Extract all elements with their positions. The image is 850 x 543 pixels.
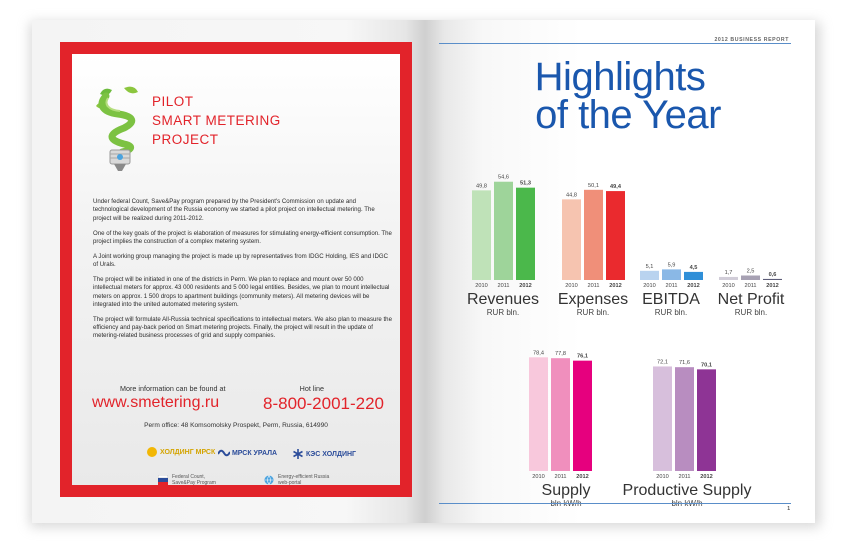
productive-supply-chart-title: Productive Supply <box>622 482 752 499</box>
ebitda-bar-2012 <box>684 272 703 280</box>
right-page <box>425 20 815 523</box>
title-line: PROJECT <box>152 132 219 147</box>
supply-year-label: 2012 <box>576 474 589 480</box>
title-line: PILOT <box>152 94 194 109</box>
ebitda-year-label: 2012 <box>687 283 700 289</box>
revenues-bar-2010 <box>472 190 491 280</box>
report-label: 2012 BUSINESS REPORT <box>714 37 789 43</box>
productive-supply-year-label: 2011 <box>678 474 691 480</box>
expenses-year-label: 2012 <box>609 283 622 289</box>
hotline-number: 8-800-2001-220 <box>263 394 384 413</box>
net-profit-bar-2011 <box>741 276 760 281</box>
revenues-bar-2012 <box>516 188 535 280</box>
productive-supply-bar-2011 <box>675 367 694 471</box>
paragraph: One of the key goals of the project is elaboration of measures for stimulating energy-efficient consumption. The project implies the construction of a complex metering system. <box>93 229 392 245</box>
ebitda-value-label: 5,9 <box>667 262 676 269</box>
revenues-year-label: 2011 <box>497 283 510 289</box>
paragraph: The project will be initiated in one of the districts in Perm. We plan to replace and mount over 50 000 intellectual meters for approx. 43 000 residents and 5 000 legal entities. Besides, we plan to mount intellectual meters on approx. 1 500 drops to apartment buildings (community meters). All metering devices will be integrated into the united automated metering system. <box>93 275 390 308</box>
expenses-chart-unit: RUR bln. <box>576 308 610 317</box>
paragraph: A Joint working group managing the project is made up by representatives from IDGC Holding, IES and IDGC of Urals. <box>93 252 389 269</box>
ebitda-bar-2010 <box>640 271 659 280</box>
kes-holding-logo: КЭС ХОЛДИНГ <box>292 448 356 460</box>
energy-efficient-russia-logo: Energy-efficient Russia web-portal <box>264 474 329 486</box>
contact-labels <box>92 384 392 393</box>
headline-line: of the Year <box>535 93 721 137</box>
expenses-bar-2011 <box>584 190 603 280</box>
pilot-project-title <box>152 92 281 149</box>
left-page <box>32 20 425 523</box>
star-icon <box>146 446 158 458</box>
paragraph: Under federal Count, Save&Pay program prepared by the President's Commission on update and technological development of the Russia economy we started a pilot project on intellectual metering. The project will be realized during 2011-2012. <box>93 198 375 222</box>
net-profit-value-label: 2,5 <box>746 268 755 275</box>
supply-value-label: 77,8 <box>555 351 566 358</box>
red-frame <box>60 42 412 497</box>
mrsk-urals-logo: МРСК УРАЛА <box>218 448 277 458</box>
productive-supply-year-label: 2012 <box>700 474 713 480</box>
project-description <box>93 198 393 347</box>
paragraph: The project will formulate All-Russia technical specifications to intellectual meters. We also plan to measure the efficiency and pay-back period on Smart metering projects. Finally, the project will result in the update of metering-related business processes of grid and supply companies. <box>93 315 392 340</box>
expenses-year-label: 2010 <box>565 283 578 289</box>
net-profit-value-label: 1,7 <box>724 269 733 276</box>
ebitda-year-label: 2011 <box>665 283 678 289</box>
revenues-year-label: 2010 <box>475 283 488 289</box>
globe-icon <box>264 475 274 485</box>
revenues-value-label: 49,8 <box>476 183 487 190</box>
energy-saving-bulb-icon <box>94 84 142 174</box>
bottom-divider <box>439 503 791 504</box>
supply-value-label: 78,4 <box>533 350 544 357</box>
snowflake-icon <box>292 448 304 460</box>
revenues-chart-unit: RUR bln. <box>486 308 520 317</box>
ebitda-chart-title: EBITDA <box>642 291 700 308</box>
supply-year-label: 2011 <box>554 474 567 480</box>
revenues-value-label: 54,6 <box>498 174 509 181</box>
pilot-project-panel <box>72 54 400 485</box>
website-link[interactable]: www.smetering.ru <box>92 394 220 411</box>
hotline-label: Hot line <box>299 384 324 393</box>
revenues-value-label: 51,3 <box>520 180 531 187</box>
expenses-chart-title: Expenses <box>557 291 629 308</box>
highlight-charts <box>425 20 815 523</box>
ebitda-year-label: 2010 <box>643 283 656 289</box>
wave-icon <box>218 448 230 458</box>
supply-bar-2012 <box>573 361 592 471</box>
productive-supply-value-label: 72,1 <box>657 359 668 366</box>
page-number: 1 <box>787 506 790 512</box>
federal-program-logo: Federal Count, Save&Pay Program <box>158 474 216 486</box>
net-profit-year-label: 2010 <box>722 283 735 289</box>
ebitda-chart-unit: RUR bln. <box>654 308 688 317</box>
net-profit-bar-2012 <box>763 279 782 280</box>
revenues-year-label: 2012 <box>519 283 532 289</box>
supply-bar-2011 <box>551 358 570 471</box>
contact-values <box>92 394 392 414</box>
flag-icon <box>158 475 168 485</box>
net-profit-chart-title: Net Profit <box>717 291 785 308</box>
supply-year-label: 2010 <box>532 474 545 480</box>
office-address: Perm office: 48 Komsomolsky Prospekt, Perm, Russia, 614990 <box>144 422 328 429</box>
ebitda-value-label: 4,5 <box>689 264 698 271</box>
net-profit-value-label: 0,6 <box>768 271 777 278</box>
supply-chart-title: Supply <box>541 482 591 499</box>
productive-supply-value-label: 71,6 <box>679 360 690 367</box>
expenses-bar-2012 <box>606 191 625 280</box>
supply-bar-2010 <box>529 357 548 471</box>
revenues-chart-title: Revenues <box>466 291 540 308</box>
revenues-bar-2011 <box>494 182 513 280</box>
expenses-year-label: 2011 <box>587 283 600 289</box>
productive-supply-bar-2012 <box>697 369 716 471</box>
expenses-value-label: 44,8 <box>566 192 577 199</box>
title-line: SMART METERING <box>152 113 281 128</box>
expenses-value-label: 49,4 <box>610 184 621 191</box>
net-profit-chart-unit: RUR bln. <box>734 308 768 317</box>
supply-value-label: 76,1 <box>577 353 588 360</box>
net-profit-bar-2010 <box>719 277 738 280</box>
net-profit-year-label: 2011 <box>744 283 757 289</box>
mrsk-holding-logo: ХОЛДИНГ МРСК <box>146 446 215 458</box>
productive-supply-year-label: 2010 <box>656 474 669 480</box>
partner-logos <box>72 444 400 514</box>
headline-line: Highlights <box>534 55 706 99</box>
more-info-label: More information can be found at <box>120 384 226 393</box>
expenses-bar-2010 <box>562 199 581 280</box>
expenses-value-label: 50,1 <box>588 182 599 189</box>
productive-supply-value-label: 70,1 <box>701 362 712 369</box>
productive-supply-bar-2010 <box>653 366 672 471</box>
ebitda-value-label: 5,1 <box>645 263 654 270</box>
net-profit-year-label: 2012 <box>766 283 779 289</box>
ebitda-bar-2011 <box>662 269 681 280</box>
